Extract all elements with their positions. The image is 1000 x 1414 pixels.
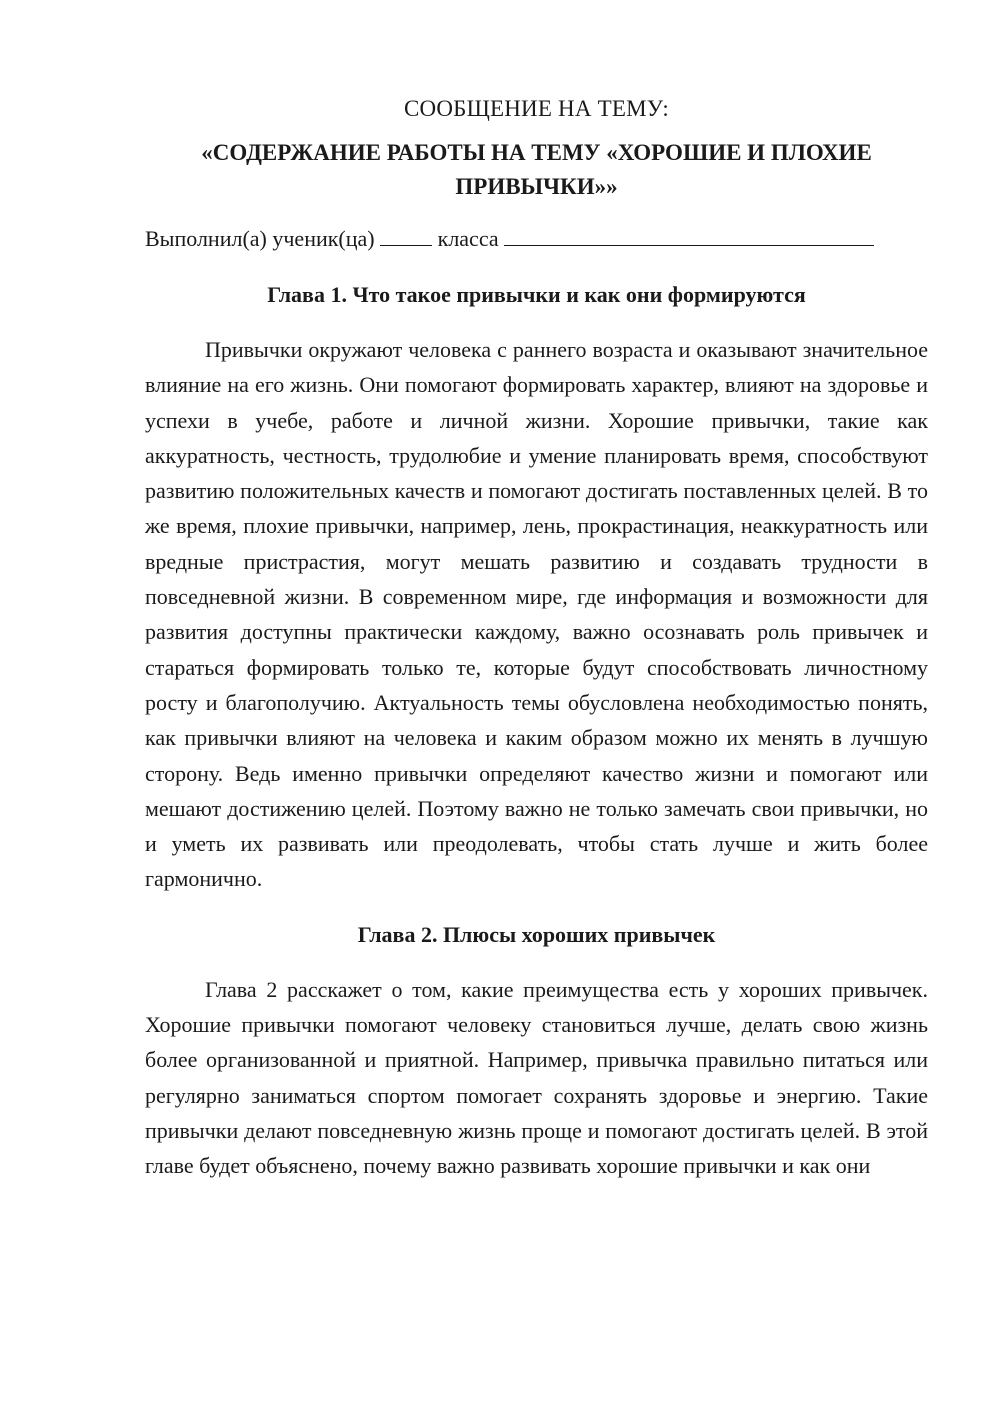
- document-type-line: СООБЩЕНИЕ НА ТЕМУ:: [404, 96, 669, 121]
- class-label: класса: [432, 226, 505, 251]
- author-label: Выполнил(а) ученик(ца): [145, 226, 381, 251]
- author-line: [145, 222, 928, 256]
- name-blank-line: [504, 223, 874, 246]
- chapter-1-heading: Глава 1. Что такое привычки и как они формируются: [267, 282, 806, 307]
- chapter-2-heading: Глава 2. Плюсы хороших привычек: [357, 921, 716, 947]
- document-title: «СОДЕРЖАНИЕ РАБОТЫ НА ТЕМУ «ХОРОШИЕ И ПЛОХИЕ ПРИВЫЧКИ»»: [201, 140, 872, 199]
- class-blank-line: [380, 223, 432, 246]
- chapter-1-paragraph: Привычки окружают человека с раннего возраста и оказывают значительное влияние на его жизнь. Они помогают формировать характер, влияют на здоровье и успехи в учебе, работе и личной жизни. Хорошие привычки, такие как аккуратность, честность, трудолюбие и умение планировать время, способствуют развитию положительных качеств и помогают достигать поставленных целей. В то же время, плохие привычки, например, лень, прокрастинация, неаккуратность или вредные пристрастия, могут мешать развитию и создавать трудности в повседневной жизни. В современном мире, где информация и возможности для развития доступны практически каждому, важно осознавать роль привычек и стараться формировать только те, которые будут способствовать личностному росту и благополучию. Актуальность темы обусловлена необходимостью понять, как привычки влияют на человека и каким образом можно их менять в лучшую сторону. Ведь именно привычки определяют качество жизни и помогают или мешают достижению целей. Поэтому важно не только замечать свои привычки, но и уметь их развивать или преодолевать, чтобы стать лучше и жить более гармонично.: [145, 337, 928, 892]
- document-page: [145, 92, 928, 1205]
- chapter-2-paragraph: Глава 2 расскажет о том, какие преимущества есть у хороших привычек. Хорошие привычки помогают человеку становиться лучше, делать свою жизнь более организованной и приятной. Например, привычка правильно питаться или регулярно заниматься спортом помогает сохранять здоровье и энергию. Такие привычки делают повседневную жизнь проще и помогают достигать целей. В этой главе будет объяснено, почему важно развивать хорошие привычки и как они: [145, 976, 928, 1179]
